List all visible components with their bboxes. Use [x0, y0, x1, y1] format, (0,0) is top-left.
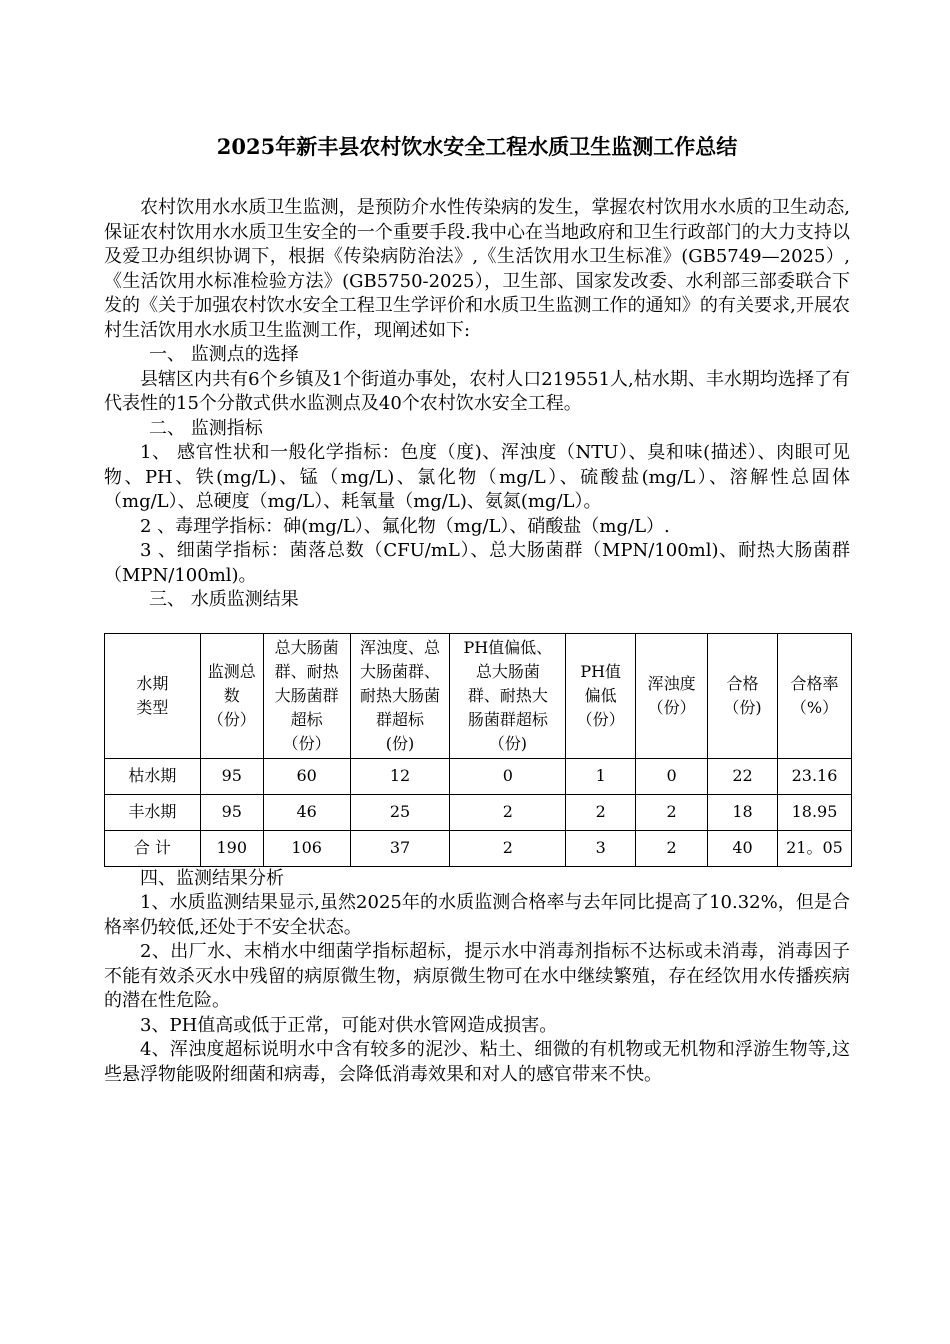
section-3-heading: 三、 水质监测结果 [149, 589, 299, 610]
document-page [104, 132, 850, 1087]
table-cell: 0 [636, 758, 708, 794]
section-2-heading: 二、 监测指标 [149, 417, 263, 439]
table-cell: 2 [450, 830, 566, 866]
results-table [104, 633, 852, 867]
table-row [105, 830, 852, 866]
table-cell: 2 [636, 830, 708, 866]
header-cell: 水期 类型 [105, 633, 201, 758]
header-cell: 合格率 （%） [778, 633, 852, 758]
header-cell: 浑浊度、总 大肠菌群、 耐热大肠菌 群超标 (份) [350, 633, 450, 758]
table-cell: 2 [450, 794, 566, 830]
table-cell: 合 计 [105, 830, 201, 866]
section-4-heading: 四、监测结果分析 [140, 867, 284, 889]
table-cell: 25 [350, 794, 450, 830]
header-cell: 总大肠菌 群、耐热 大肠菌群 超标 （份） [263, 633, 350, 758]
table-cell: 2 [566, 794, 636, 830]
table-cell: 60 [263, 758, 350, 794]
table-cell: 190 [200, 830, 263, 866]
table-cell: 95 [200, 794, 263, 830]
table-header-row [105, 633, 852, 758]
analysis-item-3: 3、PH值高或低于正常，可能对供水管网造成损害。 [140, 1014, 558, 1036]
section-1-heading: 一、 监测点的选择 [149, 344, 299, 365]
header-cell: PH值 偏低 （份） [566, 633, 636, 758]
table-cell: 18.95 [778, 794, 852, 830]
indicator-item-2: 2 、毒理学指标：砷(mg/L）、氟化物（mg/L）、硝酸盐（mg/L）. [140, 515, 670, 537]
table-cell: 21。05 [778, 830, 852, 866]
table-cell: 22 [708, 758, 778, 794]
table-cell: 106 [263, 830, 350, 866]
table-cell: 1 [566, 758, 636, 794]
table-cell: 95 [200, 758, 263, 794]
analysis-item-1: 1、水质监测结果显示,虽然2025年的水质监测合格率与去年同比提高了10.32%，但是合格率仍较低,还处于不安全状态。 [104, 892, 850, 938]
table-row [105, 794, 852, 830]
analysis-item-2: 2、出厂水、末梢水中细菌学指标超标，提示水中消毒剂指标不达标或未消毒，消毒因子不能有效杀灭水中残留的病原微生物，病原微生物可在水中继续繁殖，存在经饮用水传播疾病的潜在性危险。 [104, 941, 850, 1011]
intro-paragraph: 农村饮用水水质卫生监测，是预防介水性传染病的发生，掌握农村饮用水水质的卫生动态,保证农村饮用水水质卫生安全的一个重要手段.我中心在当地政府和卫生行政部门的大力支持以及爱卫办组织协调下，根据《传染病防治法》,《生活饮用水卫生标准》(GB5749—2025）,《生活饮用水标准检验方法》(GB5750-2025），卫生部、国家发改委、水利部三部委联合下发的《关于加强农村饮水安全工程卫生学评价和水质卫生监测工作的通知》的有关要求,开展农村生活饮用水水质卫生监测工作，现阐述如下: [104, 197, 850, 341]
table-cell: 2 [636, 794, 708, 830]
table-cell: 37 [350, 830, 450, 866]
table-cell: 枯水期 [105, 758, 201, 794]
header-cell: 合格 （份) [708, 633, 778, 758]
header-cell: PH值偏低、 总大肠菌 群、耐热大 肠菌群超标 （份) [450, 633, 566, 758]
header-cell: 浑浊度 （份） [636, 633, 708, 758]
table-cell: 0 [450, 758, 566, 794]
header-cell: 监测总 数 （份） [200, 633, 263, 758]
analysis-item-4: 4、浑浊度超标说明水中含有较多的泥沙、粘土、细微的有机物或无机物和浮游生物等,这些悬浮物能吸附细菌和病毒，会降低消毒效果和对人的感官带来不快。 [104, 1039, 850, 1085]
indicator-item-3: 3 、细菌学指标：菌落总数（CFU/mL）、总大肠菌群（MPN/100ml)、耐热大肠菌群（MPN/100ml)。 [104, 540, 850, 586]
table-cell: 3 [566, 830, 636, 866]
document-title: 2025年新丰县农村饮水安全工程水质卫生监测工作总结 [216, 134, 738, 159]
section-1-text: 县辖区内共有6个乡镇及1个街道办事处，农村人口219551人,枯水期、丰水期均选择了有代表性的15个分散式供水监测点及40个农村饮水安全工程。 [104, 368, 850, 414]
table-cell: 丰水期 [105, 794, 201, 830]
table-cell: 18 [708, 794, 778, 830]
table-cell: 12 [350, 758, 450, 794]
table-cell: 40 [708, 830, 778, 866]
table-row [105, 758, 852, 794]
indicator-item-1: 1、 感官性状和一般化学指标：色度（度)、浑浊度（NTU）、臭和味(描述）、肉眼可见物、PH、铁(mg/L)、锰（mg/L)、氯化物（mg/L）、硫酸盐(mg/L）、溶解性总固体（mg/L）、总硬度（mg/L）、耗氧量（mg/L)、氨氮(mg/L）。 [104, 442, 850, 512]
table-cell: 23.16 [778, 758, 852, 794]
table-cell: 46 [263, 794, 350, 830]
